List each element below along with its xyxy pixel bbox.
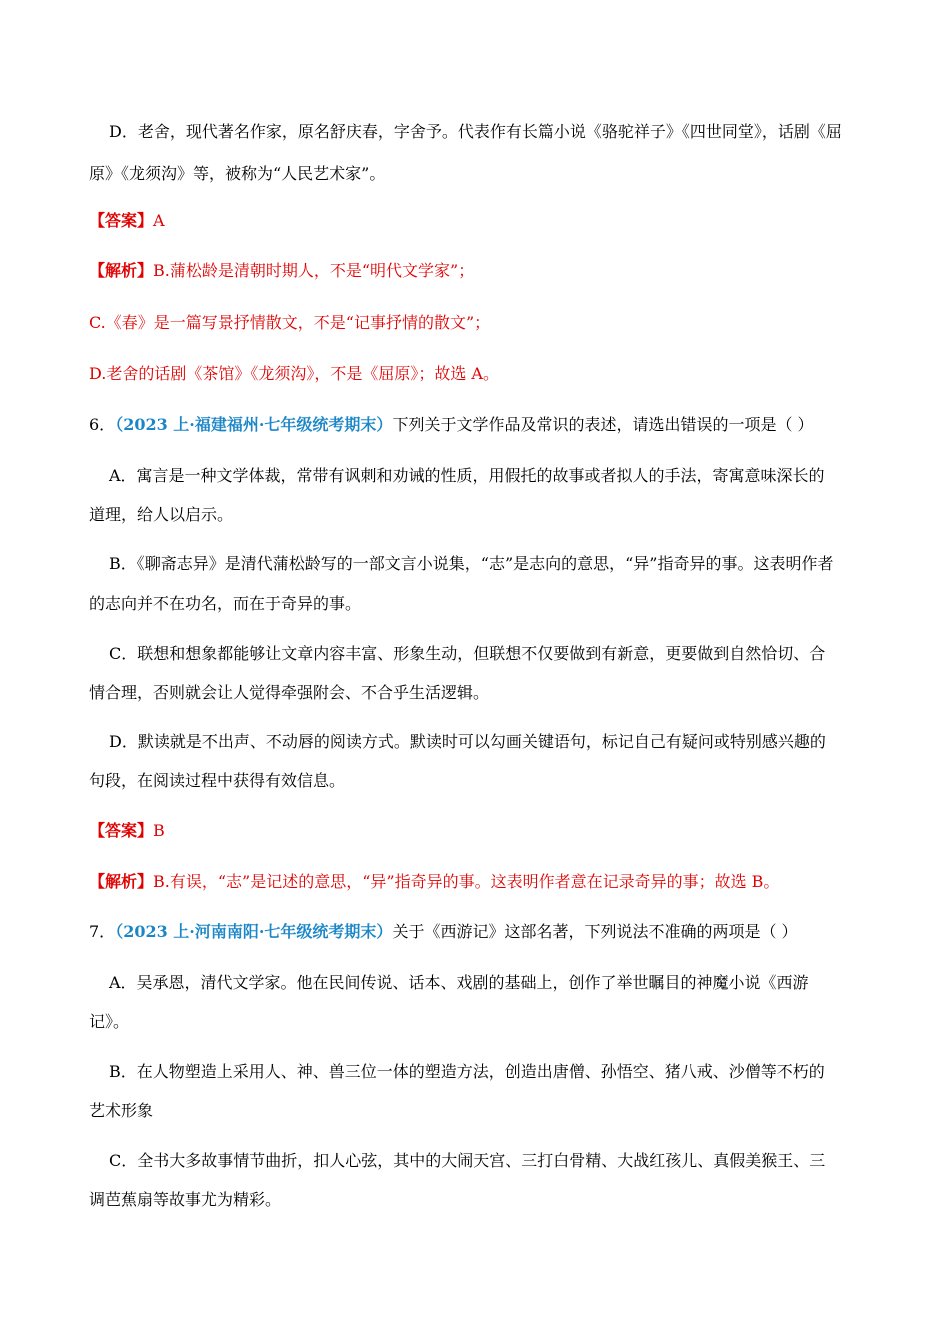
analysis-text: B.蒲松龄是清朝时期人，不是“明代文学家”； xyxy=(153,261,475,280)
q7-option-c-line2: 调芭蕉扇等故事尤为精彩。 xyxy=(89,1190,282,1209)
answer-value: B xyxy=(153,821,165,840)
q6-option-c-line1: C．联想和想象都能够让文章内容丰富、形象生动，但联想不仅要做到有新意，更要做到自然恰切、合 xyxy=(109,644,826,663)
q6-option-d-line2: 句段，在阅读过程中获得有效信息。 xyxy=(89,771,346,790)
question-number: 6． xyxy=(89,415,116,434)
analysis-text: B.有误，“志”是记述的意思，“异”指奇异的事。这表明作者意在记录奇异的事；故选 B。 xyxy=(153,872,780,891)
q5-analysis-line3: D.老舍的话剧《茶馆》《龙须沟》，不是《屈原》；故选 A。 xyxy=(89,364,499,383)
analysis-tag: 【解析】 xyxy=(89,872,154,891)
q5-option-d-line2: 原》《龙须沟》等，被称为“人民艺术家”。 xyxy=(89,164,386,183)
question-source: （2023 上·河南南阳·七年级统考期末） xyxy=(115,922,393,941)
answer-value: A xyxy=(153,211,165,230)
q5-analysis-line2: C.《春》是一篇写景抒情散文，不是“记事抒情的散文”； xyxy=(89,313,491,332)
q6-option-a-line2: 道理，给人以启示。 xyxy=(89,505,234,524)
question-stem: 关于《西游记》这部名著，下列说法不准确的两项是（ ） xyxy=(392,922,798,941)
q7-option-b-line2: 艺术形象 xyxy=(89,1101,154,1120)
question-number: 7． xyxy=(89,922,116,941)
q6-option-a-line1: A．寓言是一种文学体裁，常带有讽刺和劝诫的性质，用假托的故事或者拟人的手法，寄寓意味深长的 xyxy=(109,466,825,485)
q6-answer xyxy=(89,820,165,842)
q7-option-c-line1: C．全书大多故事情节曲折，扣人心弦，其中的大闹天宫、三打白骨精、大战红孩儿、真假美猴王、三 xyxy=(109,1151,826,1170)
q5-option-d-line1: D．老舍，现代著名作家，原名舒庆春，字舍予。代表作有长篇小说《骆驼祥子》《四世同堂》，话剧《屈 xyxy=(109,122,842,141)
answer-tag: 【答案】 xyxy=(89,821,154,840)
q6-option-b-line1: B．《聊斋志异》是清代蒲松龄写的一部文言小说集，“志”是志向的意思，“异”指奇异的事。这表明作者 xyxy=(109,554,834,573)
q7-stem xyxy=(89,921,798,943)
q7-option-a-line1: A．吴承恩，清代文学家。他在民间传说、话本、戏剧的基础上，创作了举世瞩目的神魔小说《西游 xyxy=(109,973,809,992)
q5-answer xyxy=(89,210,165,232)
question-stem: 下列关于文学作品及常识的表述，请选出错误的一项是（ ） xyxy=(392,415,814,434)
q6-stem xyxy=(89,414,814,436)
q6-option-c-line2: 情合理，否则就会让人觉得牵强附会、不合乎生活逻辑。 xyxy=(89,683,490,702)
q7-option-b-line1: B．在人物塑造上采用人、神、兽三位一体的塑造方法，创造出唐僧、孙悟空、猪八戒、沙僧等不朽的 xyxy=(109,1062,825,1081)
q7-option-a-line2: 记》。 xyxy=(89,1012,130,1031)
question-source: （2023 上·福建福州·七年级统考期末） xyxy=(115,415,393,434)
q6-option-d-line1: D．默读就是不出声、不动唇的阅读方式。默读时可以勾画关键语句，标记自己有疑问或特别感兴趣的 xyxy=(109,732,826,751)
q6-option-b-line2: 的志向并不在功名，而在于奇异的事。 xyxy=(89,594,362,613)
analysis-tag: 【解析】 xyxy=(89,261,154,280)
q5-analysis-line1 xyxy=(89,260,474,282)
answer-tag: 【答案】 xyxy=(89,211,154,230)
q6-analysis xyxy=(89,871,779,893)
